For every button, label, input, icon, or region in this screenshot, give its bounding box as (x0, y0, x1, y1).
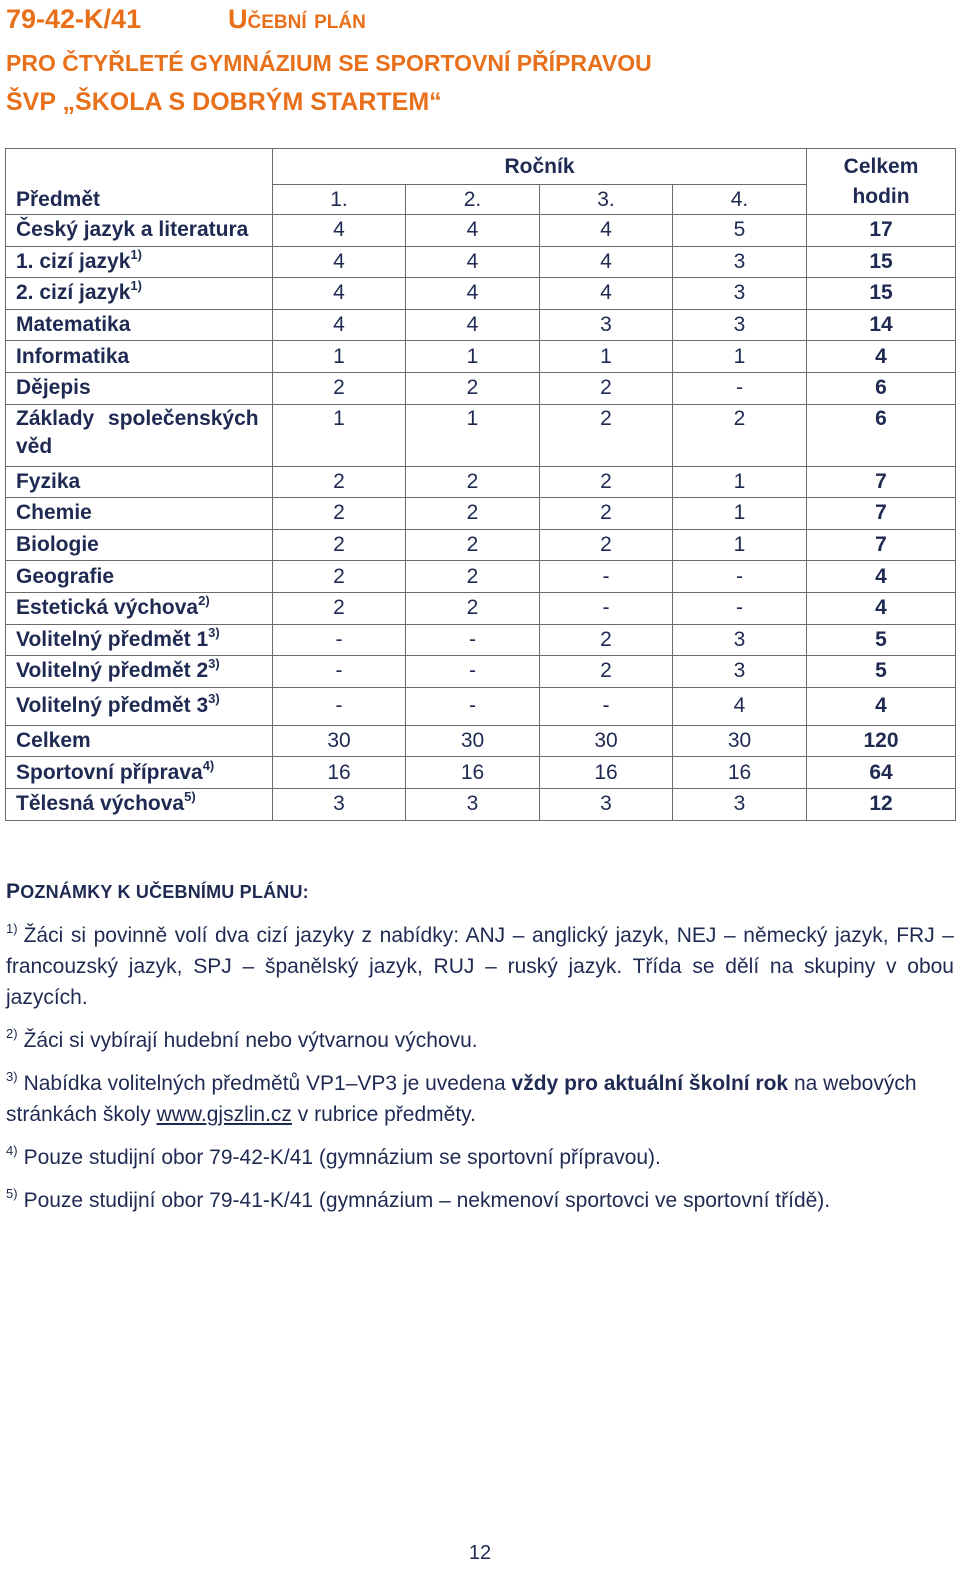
subject-cell: Sportovní příprava$^{4)}$ (6, 757, 273, 789)
plan-notes (6, 876, 954, 1228)
plan-subtitle: PRO ČTYŘLETÉ GYMNÁZIUM SE SPORTOVNÍ PŘÍPRAVOU (6, 50, 652, 76)
year-4-cell: 5 (673, 215, 807, 247)
year-3-cell: 3 (540, 309, 673, 341)
year-2-cell: - (406, 656, 540, 688)
total-cell: 17 (807, 215, 956, 247)
table-row (6, 215, 956, 247)
subject-column-header: Předmět (6, 149, 273, 215)
year-1-cell: 2 (273, 372, 406, 404)
year-1-cell: 2 (273, 561, 406, 593)
year-3-cell: - (540, 561, 673, 593)
table-row (6, 757, 956, 789)
year-1-cell: 1 (273, 341, 406, 373)
table-row (6, 372, 956, 404)
year-2-cell: 4 (406, 309, 540, 341)
note-4: $^{4)}$ Pouze studijní obor 79-42-K/41 (gymnázium se sportovní přípravou). (6, 1143, 661, 1169)
year-3-cell: 3 (540, 788, 673, 820)
page-number: 12 (468, 1542, 492, 1564)
table-row (6, 404, 956, 466)
year-3-cell: - (540, 592, 673, 624)
table-row (6, 725, 956, 757)
table-row (6, 466, 956, 498)
year-2-cell: 30 (406, 725, 540, 757)
table-row (6, 561, 956, 593)
table-row (6, 498, 956, 530)
year-1-cell: - (273, 656, 406, 688)
total-cell: 4 (807, 592, 956, 624)
year-2-cell: 2 (406, 561, 540, 593)
year-4-cell: 3 (673, 278, 807, 310)
year-1-cell: - (273, 687, 406, 725)
subject-cell: Tělesná výchova$^{5)}$ (6, 788, 273, 820)
year-2-cell: 4 (406, 278, 540, 310)
total-cell: 14 (807, 309, 956, 341)
total-cell: 12 (807, 788, 956, 820)
year-3-cell: 2 (540, 498, 673, 530)
notes-title: POZNÁMKY K UČEBNÍMU PLÁNU: (6, 880, 309, 903)
total-cell: 5 (807, 656, 956, 688)
year-group-header: Ročník (273, 149, 807, 185)
subject-cell: Geografie (6, 561, 273, 593)
year-3-cell: 2 (540, 466, 673, 498)
table-row (6, 624, 956, 656)
year-4-cell: 3 (673, 309, 807, 341)
year-2-cell: - (406, 624, 540, 656)
year-4-cell: 3 (673, 788, 807, 820)
subject-cell: Základy společenských věd (6, 404, 273, 466)
year-1-cell: 4 (273, 278, 406, 310)
year-3-cell: 1 (540, 341, 673, 373)
table-row (6, 656, 956, 688)
subject-cell: Volitelný předmět 3$^{3)}$ (6, 687, 273, 725)
table-row (6, 592, 956, 624)
year-4-cell: - (673, 372, 807, 404)
year-2-cell: 1 (406, 404, 540, 466)
total-cell: 4 (807, 561, 956, 593)
table-row (6, 309, 956, 341)
table-row (6, 246, 956, 278)
subject-cell: Informatika (6, 341, 273, 373)
year-4-cell: - (673, 592, 807, 624)
note-3: $^{3)}$ Nabídka volitelných předmětů VP1–VP3 je uvedena vždy pro aktuální školní rok na webových stránkách školy www.gjszlin.cz v rubrice předměty. (6, 1069, 917, 1126)
subject-cell: Český jazyk a literatura (6, 215, 273, 247)
curriculum-table (5, 148, 956, 821)
year-2-cell: 1 (406, 341, 540, 373)
year-3-cell: 30 (540, 725, 673, 757)
year-4-cell: 1 (673, 341, 807, 373)
year-1-cell: 16 (273, 757, 406, 789)
subject-cell: 1. cizí jazyk$^{1)}$ (6, 246, 273, 278)
subject-cell: Estetická výchova$^{2)}$ (6, 592, 273, 624)
year-3-cell: 2 (540, 624, 673, 656)
year-2-cell: 4 (406, 246, 540, 278)
year-1-cell: 4 (273, 215, 406, 247)
year-2-cell: 2 (406, 529, 540, 561)
year-2-cell: 4 (406, 215, 540, 247)
year-4-cell: 3 (673, 656, 807, 688)
year-4-cell: 1 (673, 466, 807, 498)
total-cell: 15 (807, 246, 956, 278)
year-1-cell: 30 (273, 725, 406, 757)
plan-title: Učební plán (228, 4, 366, 34)
year-3-cell: 2 (540, 529, 673, 561)
total-column-header (807, 149, 956, 215)
school-website-link[interactable]: www.gjszlin.cz (156, 1103, 292, 1126)
subject-cell: Biologie (6, 529, 273, 561)
subject-cell: Dějepis (6, 372, 273, 404)
year-2-cell: 2 (406, 466, 540, 498)
total-cell: 15 (807, 278, 956, 310)
year-1-cell: 2 (273, 529, 406, 561)
table-row (6, 278, 956, 310)
subject-cell: Volitelný předmět 2$^{3)}$ (6, 656, 273, 688)
table-row (6, 788, 956, 820)
subject-cell: Volitelný předmět 1$^{3)}$ (6, 624, 273, 656)
note-5: $^{5)}$ Pouze studijní obor 79-41-K/41 (gymnázium – nekmenoví sportovci ve sportovní třídě). (6, 1186, 831, 1212)
total-cell: 6 (807, 372, 956, 404)
year-1-cell: - (273, 624, 406, 656)
year-2-header: 2. (406, 185, 540, 215)
total-cell: 4 (807, 687, 956, 725)
total-cell: 7 (807, 498, 956, 530)
subject-cell: 2. cizí jazyk$^{1)}$ (6, 278, 273, 310)
year-4-cell: 1 (673, 498, 807, 530)
program-code: 79-42-K/41 (6, 4, 142, 34)
note-2: $^{2)}$ Žáci si vybírají hudební nebo výtvarnou výchovu. (6, 1026, 478, 1052)
year-1-cell: 2 (273, 498, 406, 530)
total-cell: 5 (807, 624, 956, 656)
year-4-header: 4. (673, 185, 807, 215)
year-3-cell: 4 (540, 246, 673, 278)
total-header-text: Celkem hodin (843, 154, 919, 208)
total-cell: 120 (807, 725, 956, 757)
total-cell: 4 (807, 341, 956, 373)
year-4-cell: 30 (673, 725, 807, 757)
year-3-cell: 4 (540, 278, 673, 310)
svp-name: ŠVP „ŠKOLA S DOBRÝM STARTEM“ (6, 88, 442, 116)
table-row (6, 341, 956, 373)
subject-cell: Celkem (6, 725, 273, 757)
table-row (6, 529, 956, 561)
total-cell: 7 (807, 466, 956, 498)
year-2-cell: 16 (406, 757, 540, 789)
year-1-cell: 2 (273, 592, 406, 624)
year-3-cell: 16 (540, 757, 673, 789)
year-3-cell: 2 (540, 404, 673, 466)
year-2-cell: - (406, 687, 540, 725)
year-2-cell: 3 (406, 788, 540, 820)
year-2-cell: 2 (406, 592, 540, 624)
year-4-cell: 3 (673, 624, 807, 656)
year-4-cell: 16 (673, 757, 807, 789)
total-cell: 6 (807, 404, 956, 466)
year-3-header: 3. (540, 185, 673, 215)
year-1-cell: 2 (273, 466, 406, 498)
year-3-cell: - (540, 687, 673, 725)
year-3-cell: 2 (540, 656, 673, 688)
total-cell: 7 (807, 529, 956, 561)
year-1-cell: 3 (273, 788, 406, 820)
table-row (6, 687, 956, 725)
year-2-cell: 2 (406, 498, 540, 530)
year-3-cell: 2 (540, 372, 673, 404)
year-2-cell: 2 (406, 372, 540, 404)
year-4-cell: 2 (673, 404, 807, 466)
year-3-cell: 4 (540, 215, 673, 247)
subject-cell: Matematika (6, 309, 273, 341)
note-1: $^{1)}$ Žáci si povinně volí dva cizí jazyky z nabídky: ANJ – anglický jazyk, NEJ – německý jazyk, FRJ – francouzský jazyk, SPJ – španělský jazyk, RUJ – ruský jazyk. Třída se dělí na skupiny v obou jazycích. (6, 921, 954, 1009)
year-1-header: 1. (273, 185, 406, 215)
year-4-cell: 1 (673, 529, 807, 561)
subject-cell: Chemie (6, 498, 273, 530)
year-4-cell: - (673, 561, 807, 593)
year-4-cell: 3 (673, 246, 807, 278)
document-code-title (6, 4, 366, 35)
total-cell: 64 (807, 757, 956, 789)
year-4-cell: 4 (673, 687, 807, 725)
year-1-cell: 4 (273, 246, 406, 278)
year-1-cell: 1 (273, 404, 406, 466)
year-1-cell: 4 (273, 309, 406, 341)
subject-cell: Fyzika (6, 466, 273, 498)
